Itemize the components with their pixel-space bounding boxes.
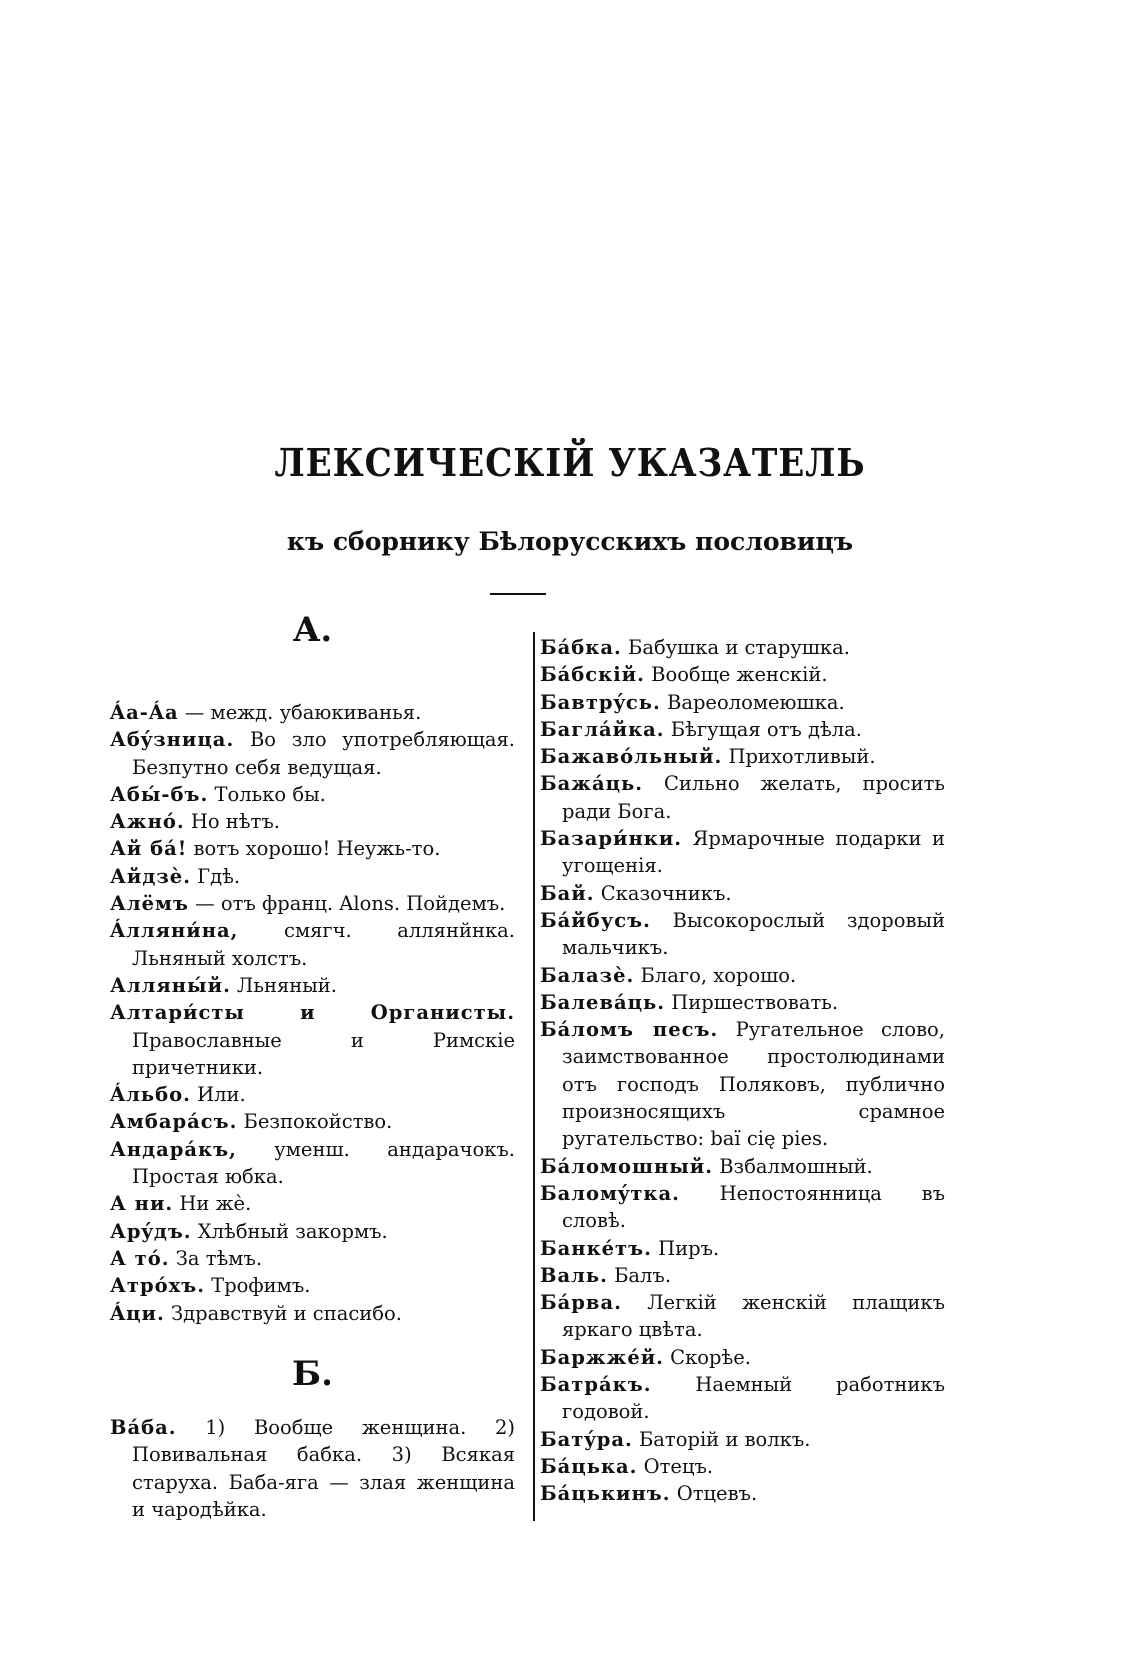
entry-headword: Баломýтка. [540,1181,680,1205]
entry-definition: Благо, хорошо. [634,963,797,987]
entry-headword: Алляны́й. [110,973,231,997]
dictionary-entry [110,726,515,781]
entry-definition: Льняный. [230,973,337,997]
dictionary-entry [540,689,945,716]
entry-headword: Банке́тъ. [540,1236,652,1260]
dictionary-entry [540,1289,945,1344]
entry-headword: Арýдъ. [110,1219,192,1243]
entry-definition: Или. [190,1083,246,1107]
entry-definition: Ругательное слово, заимствованное простолюдинами отъ господъ Поляковъ, публично произносящихъ срамное ругательство: baï cię pies. [562,1018,945,1151]
entry-headword: Амбара́съ. [110,1110,238,1134]
entry-headword: Ва́ба. [110,1416,177,1440]
entry-headword: А ни. [110,1192,174,1216]
entry-definition: Ярмарочные подарки и угощенія. [562,827,945,878]
dictionary-entry [110,808,515,835]
dictionary-entry [540,770,945,825]
entry-definition: Сильно желать, просить ради Бога. [562,772,945,823]
entry-definition: Но нѣтъ. [184,810,280,834]
entry-headword: Ба́ломъ песъ. [540,1018,719,1042]
entry-headword: Алёмъ [110,892,189,916]
entry-headword: А то́. [110,1246,170,1270]
entry-definition: вотъ хорошо! Неужь-то. [187,837,441,861]
entry-headword: Áльбо. [110,1083,191,1107]
entry-headword: Абы́-бъ. [110,782,209,806]
dictionary-entry [110,781,515,808]
page-title: ЛЕКСИЧЕСКІЙ УКАЗАТЕЛЬ [274,440,866,485]
dictionary-entry [110,1190,515,1217]
dictionary-entry [540,1235,945,1262]
entry-headword: Батра́къ. [540,1373,652,1397]
dictionary-entry [110,972,515,999]
entry-headword: Ба́рва. [540,1291,622,1315]
section-heading-a: А. [292,610,333,650]
left-column [110,699,515,1523]
entry-definition: Хлѣбный закормъ. [191,1219,388,1243]
entry-headword: Бажаво́льный. [540,745,723,769]
entry-headword: Алтари́сты и Органисты. [110,1001,515,1025]
entry-definition: Баторій и волкъ. [632,1427,811,1451]
dictionary-entry [110,1081,515,1108]
entry-headword: Базари́нки. [540,827,683,851]
entry-definition: Отецъ. [637,1454,714,1478]
entry-definition: Безпокойство. [237,1110,393,1134]
dictionary-entry [540,1480,945,1507]
entry-definition: 1) Вообще женщина. 2) Повивальная бабка. 3) Всякая старуха. Баба-яга — злая женщина и чародѣйка. [132,1416,515,1522]
dictionary-entry [110,863,515,890]
entry-definition: Православные и Римскіе причетники. [132,1028,515,1079]
entry-headword: Абýзница. [110,728,235,752]
dictionary-entry [540,1153,945,1180]
entry-headword: Атро́хъ. [110,1274,205,1298]
entry-definition: Вареоломеюшка. [660,690,845,714]
entry-definition: Легкій женскій плащикъ яркаго цвѣта. [562,1291,945,1342]
entry-definition: Высокорослый здоровый мальчикъ. [562,908,945,960]
dictionary-entry [540,825,945,880]
dictionary-entry [540,880,945,907]
dictionary-entry [540,907,945,962]
entry-definition: Гдѣ. [190,864,241,888]
entry-headword: Батýра. [540,1427,633,1451]
entry-headword: Ба́цькинъ. [540,1482,671,1506]
entry-definition: — отъ франц. Alons. Пойдемъ. [188,892,506,916]
entry-headword: Ай ба́! [110,837,188,861]
entry-definition: Вообще женскій. [644,663,828,687]
entry-definition: уменш. андарачокъ. Простая юбка. [132,1137,515,1189]
entry-definition: Пиръ. [651,1236,720,1260]
entry-headword: Андара́къ, [110,1137,237,1161]
entry-definition: За тѣмъ. [169,1246,263,1270]
entry-definition: Сказочникъ. [594,881,732,905]
entry-headword: Ба́бка. [540,636,622,659]
entry-headword: Валь. [540,1263,608,1287]
title-rule [490,593,546,595]
dictionary-entry [540,1371,945,1426]
entry-definition: Наемный работникъ годовой. [562,1373,945,1424]
entry-definition: Взбалмошный. [713,1154,873,1178]
entry-headword: Áа-Áа [110,701,179,724]
entry-headword: Ба́бскій. [540,663,645,687]
right-entry-list [540,634,945,1508]
dictionary-entry [110,835,515,862]
page-subtitle: къ сборнику Бѣлорусскихъ пословицъ [286,527,854,556]
dictionary-entry [110,1108,515,1135]
entry-definition: Бабушка и старушка. [621,636,850,659]
entry-headword: Бавтрýсь. [540,690,661,714]
dictionary-entry [110,1136,515,1191]
entry-definition: Прихотливый. [722,745,876,769]
dictionary-entry [540,1016,945,1152]
entry-definition: Пиршествовать. [665,990,839,1014]
entry-definition: Во зло употребляющая. Безпутно себя ведущая. [132,728,515,779]
entry-headword: Баржже́й. [540,1345,664,1369]
entry-definition: Здравствуй и спасибо. [164,1301,402,1325]
entry-definition: Отцевъ. [670,1482,758,1506]
dictionary-entry [540,1344,945,1371]
entry-headword: Ба́йбусъ. [540,908,651,932]
dictionary-entry [110,1245,515,1272]
a-entry-list [110,699,515,1327]
dictionary-entry [110,1272,515,1299]
entry-definition: Только бы. [208,782,326,806]
entry-headword: Балазѐ. [540,963,635,987]
dictionary-entry [110,917,515,972]
entry-headword: Áлляни́на, [110,919,239,943]
right-column [540,634,945,1508]
dictionary-entry [540,743,945,770]
dictionary-entry [540,1180,945,1235]
dictionary-entry [540,1262,945,1289]
entry-headword: Ба́цька. [540,1454,638,1478]
section-heading-b: Б. [292,1353,333,1394]
dictionary-entry [110,1218,515,1245]
dictionary-entry [110,699,515,726]
dictionary-entry [110,999,515,1081]
entry-definition: смягч. аллянйнка. Льняный холстъ. [132,919,515,970]
entry-definition: Балъ. [607,1263,672,1287]
dictionary-entry [110,890,515,917]
entry-headword: Áци. [110,1301,165,1325]
entry-headword: Айдзѐ. [110,864,191,888]
dictionary-entry [110,1414,515,1523]
entry-headword: Багла́йка. [540,717,665,741]
b-entry-list [110,1414,515,1523]
dictionary-entry [540,989,945,1016]
entry-headword: Ажно́. [110,810,185,834]
dictionary-entry [540,1453,945,1480]
entry-definition: Бѣгущая отъ дѣла. [664,717,862,741]
entry-headword: Бай. [540,881,595,905]
entry-headword: Ба́ломошный. [540,1154,714,1178]
entry-headword: Бажа́ць. [540,772,644,796]
entry-definition: Непостоянница въ словѣ. [562,1181,945,1233]
dictionary-entry [540,962,945,989]
entry-definition: — межд. убаюкиванья. [178,701,422,724]
entry-definition: Скорѣе. [663,1345,752,1369]
dictionary-entry [110,1300,515,1327]
dictionary-entry [540,661,945,688]
dictionary-entry [540,1426,945,1453]
dictionary-entry [540,634,945,661]
entry-definition: Трофимъ. [204,1274,311,1298]
column-divider [533,632,535,1521]
dictionary-entry [540,716,945,743]
entry-headword: Балева́ць. [540,990,666,1014]
entry-definition: Ни жѐ. [173,1192,252,1216]
